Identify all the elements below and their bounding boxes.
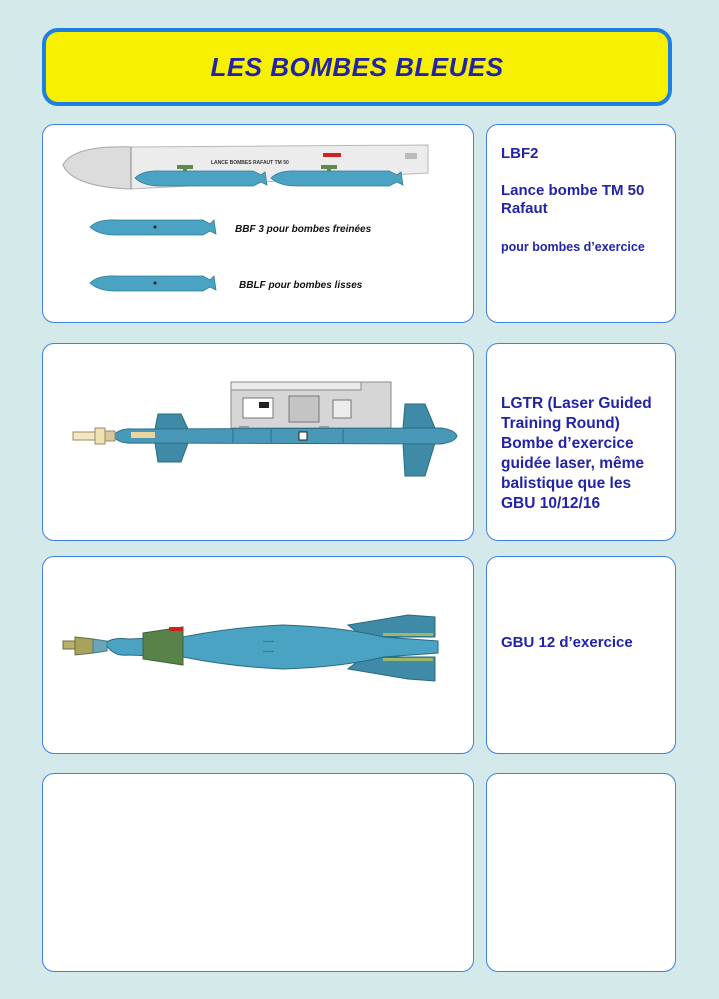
image-panel-gbu12 <box>42 556 474 754</box>
gbu12-illustration <box>43 557 475 755</box>
image-panel-lbf2 <box>42 124 474 323</box>
title-banner <box>42 28 672 106</box>
text-panel-empty <box>486 773 676 972</box>
text-panel-lbf2 <box>486 124 676 323</box>
pod-label: LANCE BOMBES RAFAUT TM 50 <box>211 160 289 166</box>
heading-lbf2: LBF2 <box>501 145 539 162</box>
svg-text:▪▪▪▪▪▪: ▪▪▪▪▪▪ <box>263 639 274 645</box>
lgtr-illustration <box>43 344 475 542</box>
description-lgtr: LGTR (Laser Guided Training Round) Bombe d’exercice guidée laser, même balistique que les GBU 10/12/16 <box>501 395 652 512</box>
note-exercice: pour bombes d’exercice <box>501 240 645 254</box>
svg-text:▪▪▪▪▪▪: ▪▪▪▪▪▪ <box>263 649 274 655</box>
text-panel-gbu12 <box>486 556 676 754</box>
image-panel-lgtr <box>42 343 474 541</box>
text-panel-lgtr <box>486 343 676 541</box>
subheading-lance-bombe: Lance bombe TM 50 Rafaut <box>501 182 645 217</box>
description-gbu12: GBU 12 d’exercice <box>501 634 633 651</box>
caption-bblf: BBLF pour bombes lisses <box>239 280 363 291</box>
caption-bbf3: BBF 3 pour bombes freinées <box>235 224 372 235</box>
page-title: LES BOMBES BLEUES <box>210 51 504 82</box>
image-panel-empty <box>42 773 474 972</box>
